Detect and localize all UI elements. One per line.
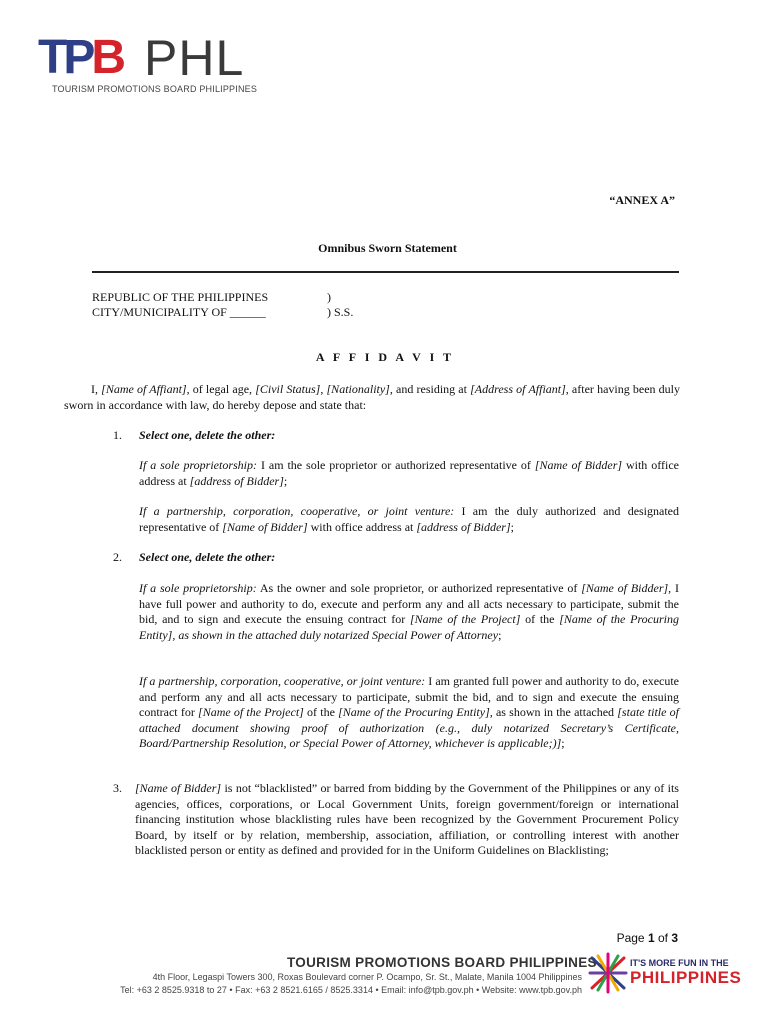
document-title: Omnibus Sworn Statement [318, 241, 457, 255]
logo-tpb-mark: TPB [38, 31, 123, 84]
logo-subtitle: TOURISM PROMOTIONS BOARD PHILIPPINES [52, 84, 258, 94]
philippines-pattern-icon [588, 952, 628, 994]
footer-contact: Tel: +63 2 8525.9318 to 27 • Fax: +63 2 8521.6165 / 8525.3314 • Email: info@tpb.gov.ph • Website: www.tpb.gov.ph [120, 985, 582, 995]
tpb-phl-logo [38, 30, 278, 100]
logo-phl-text: PHL [144, 30, 245, 86]
footer-address: 4th Floor, Legaspi Towers 300, Roxas Boulevard corner P. Ocampo, Sr. St., Malate, Manila 1004 Philippines [152, 972, 582, 982]
tagline-philippines: PHILIPPINES [630, 968, 742, 987]
venue-ss [327, 290, 353, 320]
venue-paren-2: ) S.S. [327, 305, 354, 319]
venue-line-2: CITY/MUNICIPALITY OF ______ [92, 305, 266, 319]
item-1-option-a: If a sole proprietorship: I am the sole proprietor or authorized representative of [Name of Bidder] with office address at [address of Bidder]; [139, 458, 679, 488]
footer-organization: TOURISM PROMOTIONS BOARD PHILIPPINES [287, 955, 597, 970]
item-2-option-a: If a sole proprietorship: As the owner and sole proprietor, or authorized representative of [Name of Bidder], I have full power and authority to do, execute and perform any and all acts necessary to participate, submit the bid, and to sign and execute the ensuing contract for [Name of the Project] of the [Name of the Procuring Entity], as shown in the attached duly notarized Special Power of Attorney; [139, 581, 680, 642]
title-rule [92, 271, 679, 273]
more-fun-philippines-logo [588, 950, 742, 998]
intro-paragraph: I, [Name of Affiant], of legal age, [Civil Status], [Nationality], and residing at [Address of Affiant], after having been duly sworn in accordance with law, do hereby depose and state that: [64, 382, 681, 412]
annex-label: “ANNEX A” [609, 193, 675, 207]
venue-paren-1: ) [327, 290, 331, 304]
item-1-number: 1. [113, 428, 122, 442]
item-1-heading: Select one, delete the other: [139, 428, 276, 442]
item-3-number: 3. [113, 781, 122, 795]
item-3-paragraph: [Name of Bidder] is not “blacklisted” or barred from bidding by the Government of the Philippines or any of its agencies, offices, corporations, or Local Government Units, foreign government/foreign or international financing institution whose blacklisting rules have been recognized by the Government Procurement Policy Board, by itself or by relation, membership, association, affiliation, or controlling interest with another blacklisted person or entity as defined and provided for in the Uniform Guidelines on Blacklisting; [135, 781, 679, 858]
item-2-option-b: If a partnership, corporation, cooperative, or joint venture: I am granted full power and authority to do, execute and perform any and all acts necessary to participate, submit the bid, and to sign and execute the ensuing contract for [Name of the Project] of the [Name of the Procuring Entity], as shown in the attached [state title of attached document showing proof of authorization (e.g., duly notarized Secretary’s Certificate, Board/Partnership Resolution, or Special Power of Attorney, whichever is applicable;)]; [139, 674, 680, 751]
venue-line-1: REPUBLIC OF THE PHILIPPINES [92, 290, 269, 304]
item-2-number: 2. [113, 550, 122, 564]
tagline-top: IT'S MORE FUN IN THE [630, 958, 729, 968]
page-number: Page 1 of 3 [616, 931, 678, 945]
item-2-heading: Select one, delete the other: [139, 550, 276, 564]
affidavit-heading: A F F I D A V I T [315, 350, 455, 364]
item-1-option-b: If a partnership, corporation, cooperative, or joint venture: I am the duly authorized and designated representative of [Name of Bidder] with office address at [address of Bidder]; [139, 504, 680, 534]
venue-block [92, 290, 268, 320]
